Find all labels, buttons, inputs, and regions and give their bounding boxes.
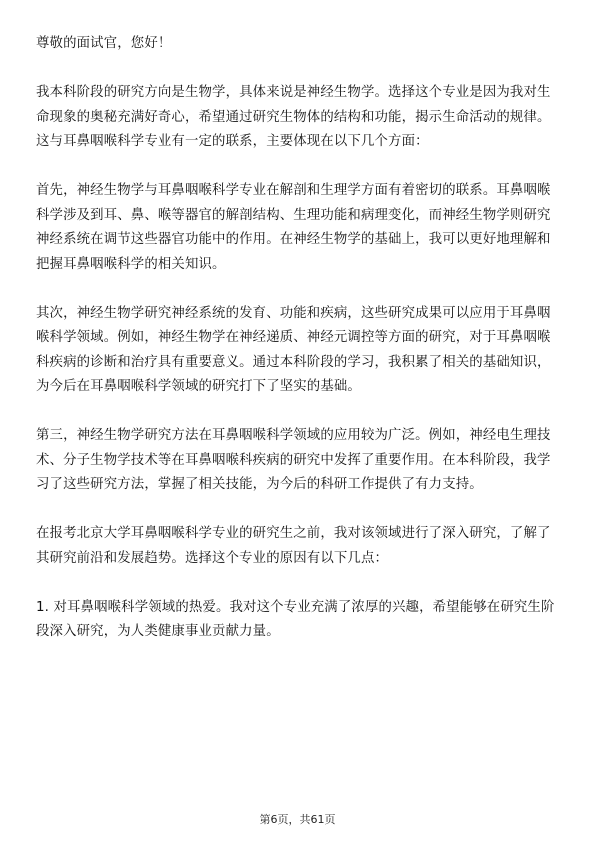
paragraph-application-background: 在报考北京大学耳鼻咽喉科学专业的研究生之前，我对该领域进行了深入研究，了解了其研究前沿和发展趋势。选择这个专业的原因有以下几点： [36,526,551,566]
paragraph-gap [36,498,564,523]
page-number-footer: 第6页，共61页 [259,813,336,826]
paragraph-gap [36,57,564,82]
paragraph-reason-one: 1. 对耳鼻咽喉科学领域的热爱。我对这个专业充满了浓厚的兴趣，希望能够在研究生阶段深入研究，为人类健康事业贡献力量。 [36,599,555,639]
paragraph-first-point: 首先，神经生物学与耳鼻咽喉科学专业在解剖和生理学方面有着密切的联系。耳鼻咽喉科学涉及到耳、鼻、喉等器官的解剖结构、生理功能和病理变化，而神经生物学则研究神经系统在调节这些器官功能中的作用。在神经生物学的基础上，我可以更好地理解和把握耳鼻咽喉科学的相关知识。 [36,183,551,272]
greeting-text: 尊敬的面试官，您好！ [36,36,172,51]
paragraph-research-direction: 我本科阶段的研究方向是生物学，具体来说是神经生物学。选择这个专业是因为我对生命现象的奥秘充满好奇心，希望通过研究生物体的结构和功能，揭示生命活动的规律。这与耳鼻咽喉科学专业有一定的联系，主要体现在以下几个方面： [36,85,551,149]
paragraph-third-point: 第三，神经生物学研究方法在耳鼻咽喉科学领域的应用较为广泛。例如，神经电生理技术、分子生物学技术等在耳鼻咽喉科疾病的研究中发挥了重要作用。在本科阶段，我学习了这些研究方法，掌握了相关技能，为今后的科研工作提供了有力支持。 [36,428,551,492]
paragraph-gap [36,571,564,596]
paragraph-gap [36,400,564,425]
paragraph-gap [36,155,564,180]
paragraph-second-point: 其次，神经生物学研究神经系统的发育、功能和疾病，这些研究成果可以应用于耳鼻咽喉科学领域。例如，神经生物学在神经递质、神经元调控等方面的研究，对于耳鼻咽喉科疾病的诊断和治疗具有重要意义。通过本科阶段的学习，我积累了相关的基础知识，为今后在耳鼻咽喉科学领域的研究打下了坚实的基础。 [36,305,551,394]
paragraph-gap [36,277,564,302]
document-body [36,32,564,645]
